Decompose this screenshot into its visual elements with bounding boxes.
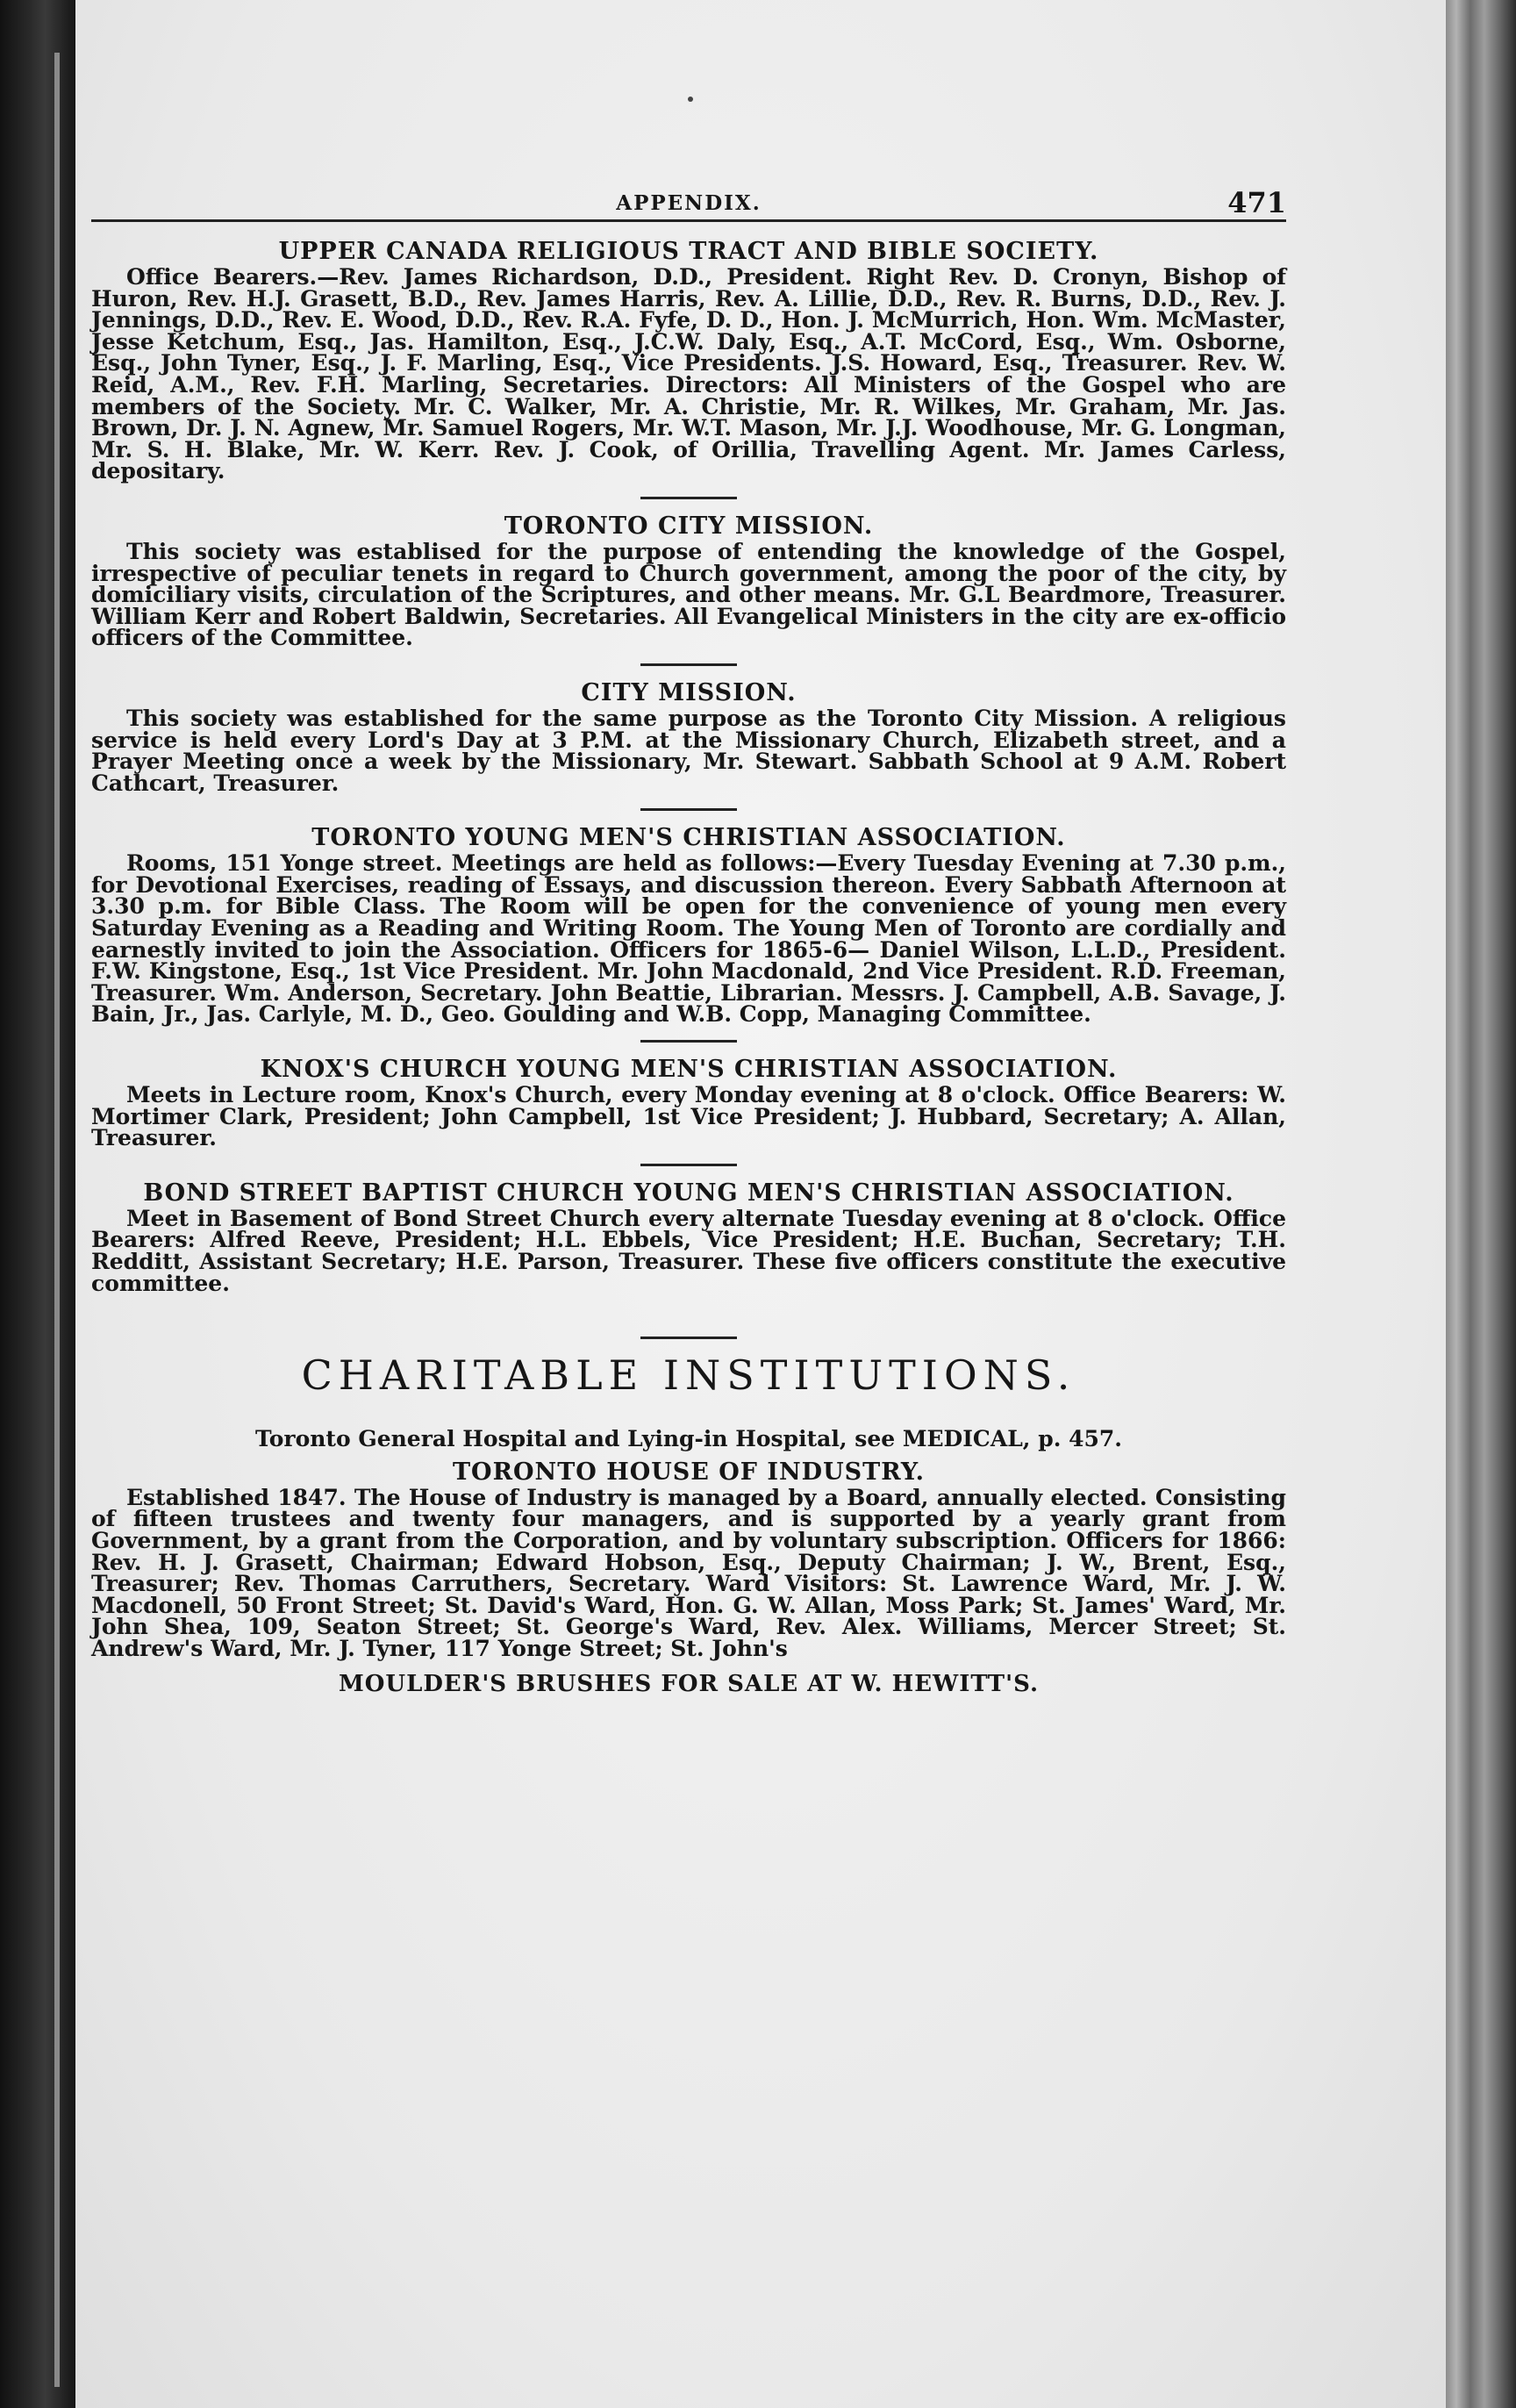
left-page-edge [0,0,75,2408]
advertisement-footer: MOULDER'S BRUSHES FOR SALE AT W. HEWITT'S. [338,1670,1040,1697]
section-city-mission [91,678,1286,794]
page-body [91,237,1286,1697]
section-paragraph: Rooms, 151 Yonge street. Meetings are held as follows:—Every Tuesday Evening at 7.30 p.m., for Devotional Exercises, reading of Essays, and discussion thereon. Every Sabbath Afternoon at 3.30 p.m. for Bible Class. The Room will be open for the convenience of young men every Saturday Evening as a Reading and Writing Room. The Young Men of Toronto are cordially and earnestly invited to join the Association. Officers for 1865-6— Daniel Wilson, L.L.D., President. F.W. Kingstone, Esq., 1st Vice President. Mr. John Macdonald, 2nd Vice President. R.D. Freeman, Treasurer. Wm. Anderson, Secretary. John Beattie, Librarian. Messrs. J. Campbell, A.B. Savage, J. Bain, Jr., Jas. Carlyle, M. D., Geo. Goulding and W.B. Copp, Managing Committee. [91,850,1286,1028]
section-paragraph: Meet in Basement of Bond Street Church every alternate Tuesday evening at 8 o'clock. Office Bearers: Alfred Reeve, President; H.L. Ebbels, Vice President; H.E. Buchan, Secretary; T.H. Redditt, Assistant Secretary; H.E. Parson, Treasurer. These five officers constitute the executive committee. [91,1205,1286,1296]
section-paragraph: Meets in Lecture room, Knox's Church, every Monday evening at 8 o'clock. Office Bearers: W. Mortimer Clark, President; John Campbell, 1st Vice President; J. Hubbard, Secretary; A. Allan, Treasurer. [91,1082,1286,1151]
print-speck [688,97,693,102]
section-divider [640,1040,737,1043]
section-paragraph: This society was established for the same purpose as the Toronto City Mission. A religious service is held every Lord's Day at 3 P.M. at the Missionary Church, Elizabeth street, and a Prayer Meeting once a week by the Missionary, Mr. Stewart. Sabbath School at 9 A.M. Robert Cathcart, Treasurer. [91,705,1286,796]
section-divider [640,1337,737,1339]
section-divider [640,497,737,499]
section-paragraph: Office Bearers.—Rev. James Richardson, D.D., President. Right Rev. D. Cronyn, Bishop of Huron, Rev. H.J. Grasett, B.D., Rev. James Harris, Rev. A. Lillie, D.D., Rev. R. Burns, D.D., Rev. J. Jennings, D.D., Rev. E. Wood, D.D., Rev. R.A. Fyfe, D. D., Hon. J. McMurrich, Hon. Wm. McMaster, Jesse Ketchum, Esq., Jas. Hamilton, Esq., J.C.W. Daly, Esq., A.T. McCord, Esq., Wm. Osborne, Esq., John Tyner, Esq., J. F. Marling, Esq., Vice Presidents. J.S. Howard, Esq., Treasurer. Rev. W. Reid, A.M., Rev. F.H. Marling, Secretaries. Directors: All Ministers of the Gospel who are members of the Society. Mr. C. Walker, Mr. A. Christie, Mr. R. Wilkes, Mr. Graham, Mr. Jas. Brown, Dr. J. N. Agnew, Mr. Samuel Rogers, Mr. W.T. Mason, Mr. J.J. Woodhouse, Mr. G. Longman, Mr. S. H. Blake, Mr. W. Kerr. Rev. J. Cook, of Orillia, Travelling Agent. Mr. James Carless, depositary. [91,264,1286,484]
section-heading: KNOX'S CHURCH YOUNG MEN'S CHRISTIAN ASSOCIATION. [260,1056,1118,1084]
section-knox-ymca [91,1055,1286,1150]
section-bond-street-ymca [91,1179,1286,1294]
section-divider [640,663,737,666]
section-tract-society [91,237,1286,483]
section-paragraph: This society was establised for the purpose of entending the knowledge of the Gospel, irrespective of peculiar tenets in regard to Church government, among the poor of the city, by domiciliary visits, circulation of the Scriptures, and other means. Mr. G.L Beardmore, Treasurer. William Kerr and Robert Baldwin, Secretaries. All Evangelical Ministers in the city are ex-officio officers of the Committee. [91,538,1286,651]
section-toronto-ymca [91,823,1286,1026]
section-heading: TORONTO HOUSE OF INDUSTRY. [452,1458,926,1486]
section-divider [640,1164,737,1166]
header-rule [91,219,1286,222]
section-divider [640,808,737,811]
charitable-note: Toronto General Hospital and Lying-in Hospital, see MEDICAL, p. 457. [255,1426,1122,1452]
section-heading: TORONTO CITY MISSION. [504,512,874,540]
section-heading: BOND STREET BAPTIST CHURCH YOUNG MEN'S CHRISTIAN ASSOCIATION. [143,1179,1234,1207]
running-head-title: APPENDIX. [616,191,762,215]
section-heading: TORONTO YOUNG MEN'S CHRISTIAN ASSOCIATION. [311,824,1066,852]
page-number: 471 [1227,186,1286,219]
section-heading: CITY MISSION. [581,678,797,706]
page-stack-edge [1446,0,1516,2408]
section-toronto-city-mission [91,512,1286,649]
section-paragraph: Established 1847. The House of Industry is managed by a Board, annually elected. Consisting of fifteen trustees and twenty four managers, and is supported by a yearly grant from Government, by a grant from the Corporation, and by voluntary subscription. Officers for 1866: Rev. H. J. Grasett, Chairman; Edward Hobson, Esq., Deputy Chairman; J. W., Brent, Esq., Treasurer; Rev. Thomas Carruthers, Secretary. Ward Visitors: St. Lawrence Ward, Mr. J. W. Macdonell, 50 Front Street; St. David's Ward, Hon. G. W. Allan, Moss Park; St. James' Ward, Mr. John Shea, 109, Seaton Street; St. George's Ward, Rev. Alex. Williams, Mercer Street; St. Andrew's Ward, Mr. J. Tyner, 117 Yonge Street; St. John's [91,1484,1286,1661]
binding-edge [54,53,60,2387]
section-heading: UPPER CANADA RELIGIOUS TRACT AND BIBLE SOCIETY. [278,238,1099,265]
charitable-title: CHARITABLE INSTITUTIONS. [301,1351,1076,1400]
